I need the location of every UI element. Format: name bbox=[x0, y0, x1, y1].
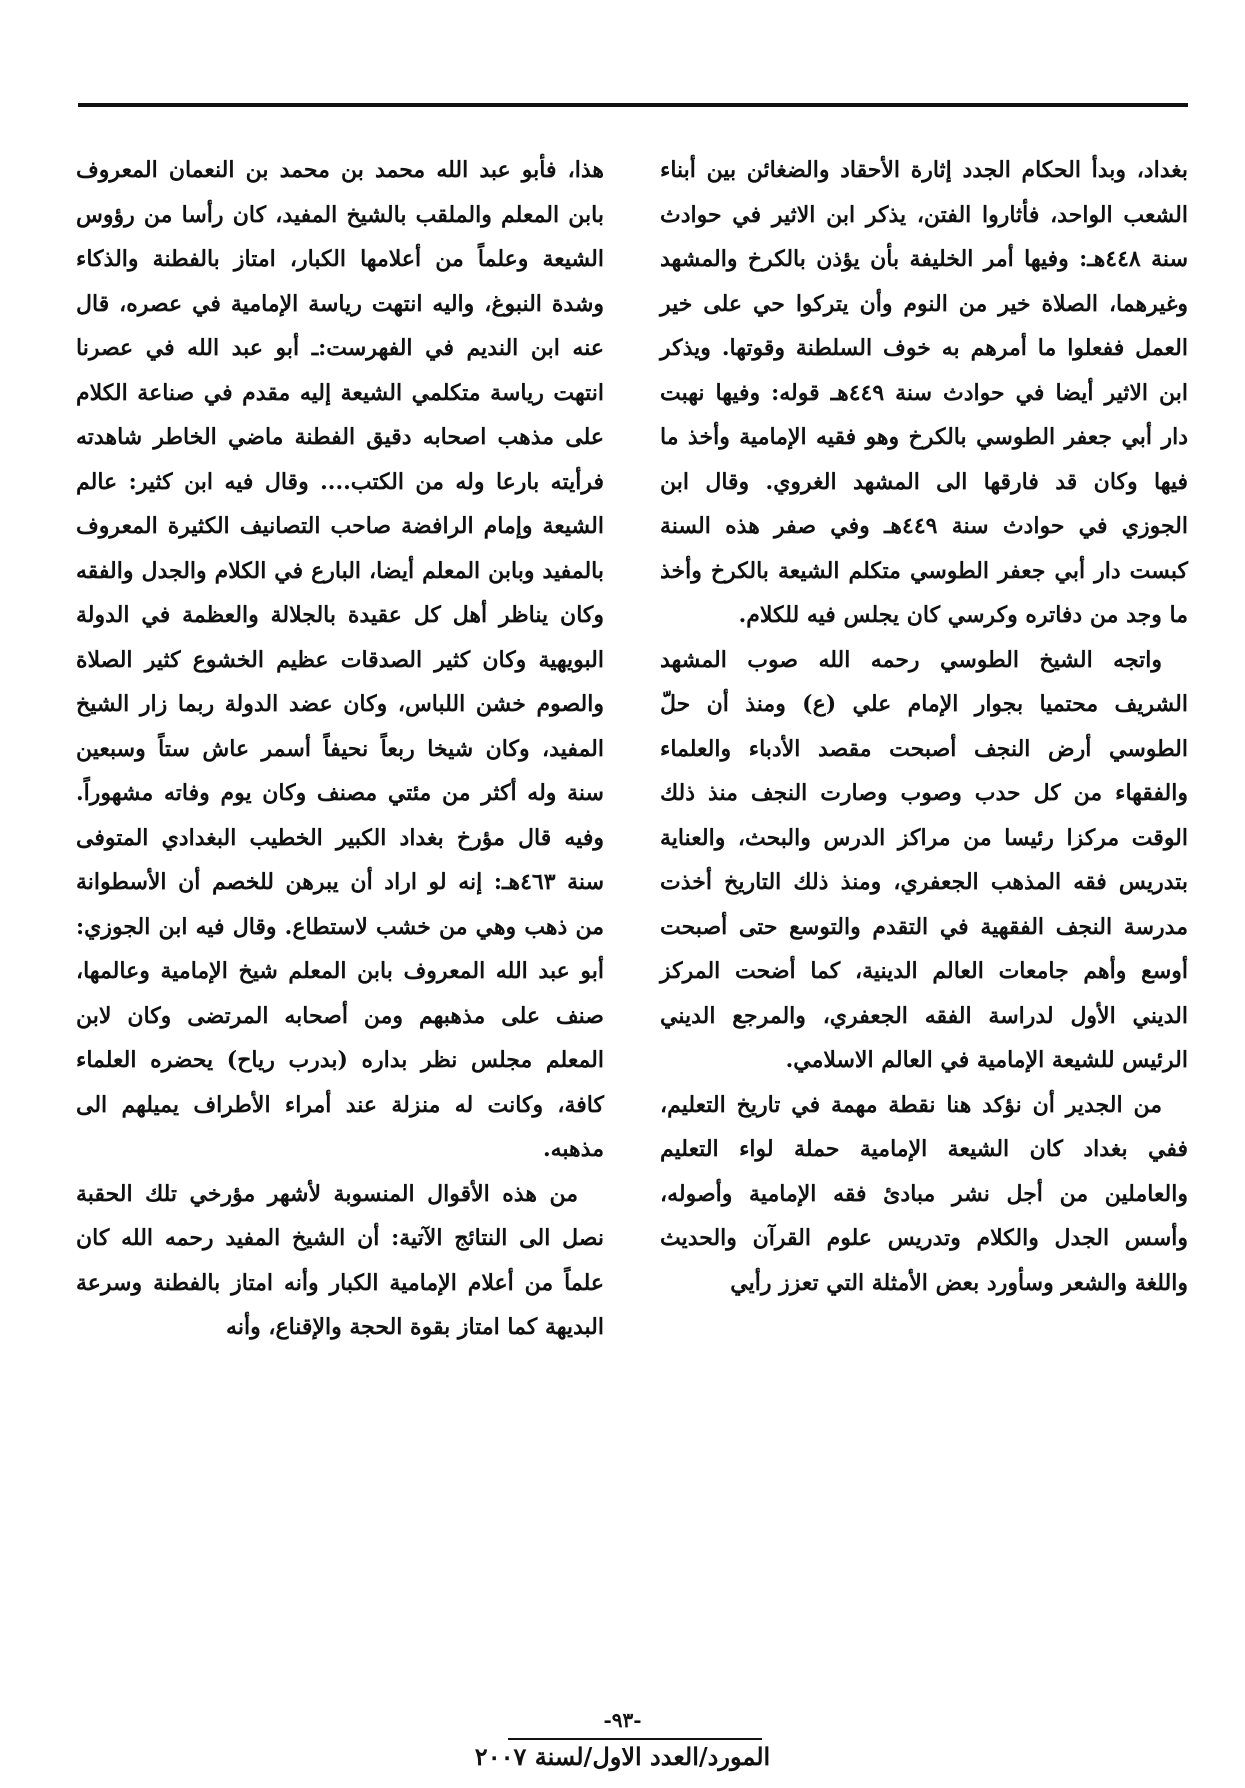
header-rule bbox=[78, 103, 1188, 107]
paragraph: هذا، فأبو عبد الله محمد بن محمد بن النعمان المعروف بابن المعلم والملقب بالشيخ المفيد، كان رأسا من رؤوس الشيعة وعلماً من أعلامها الكبار، امتاز بالفطنة والذكاء وشدة النبوغ، واليه انتهت رياسة الإمامية في عصره، قال عنه ابن النديم في الفهرست:ـ أبو عبد الله في عصرنا انتهت رياسة متكلمي الشيعة إليه مقدم في صناعة الكلام على مذهب اصحابه دقيق الفطنة ماضي الخاطر شاهدته فرأيته بارعا وله من الكتب.... وقال فيه ابن كثير: عالم الشيعة وإمام الرافضة صاحب التصانيف الكثيرة المعروف بالمفيد وبابن المعلم أيضا، البارع في الكلام والجدل والفقه وكان يناظر أهل كل عقيدة بالجلالة والعظمة في الدولة البويهية وكان كثير الصدقات عظيم الخشوع كثير الصلاة والصوم خشن اللباس، وكان عضد الدولة ربما زار الشيخ المفيد، وكان شيخا ربعاً نحيفاً أسمر عاش ستاً وسبعين سنة وله أكثر من مئتي مصنف وكان يوم وفاته مشهوراً. وفيه قال مؤرخ بغداد الكبير الخطيب البغدادي المتوفى سنة ٤٦٣هـ: إنه لو اراد أن يبرهن للخصم أن الأسطوانة من ذهب وهي من خشب لاستطاع. وقال فيه ابن الجوزي: أبو عبد الله المعروف بابن المعلم شيخ الإمامية وعالمها، صنف على مذهبهم ومن أصحابه المرتضى وكان لابن المعلم مجلس نظر بداره (بدرب رياح) يحضره العلماء كافة، وكانت له منزلة عند أمراء الأطراف يميلهم الى مذهبه. bbox=[76, 157, 604, 1162]
footer-rule bbox=[508, 1738, 762, 1740]
text-column-right bbox=[660, 148, 1188, 1305]
page-number: -٩٣- bbox=[603, 1708, 642, 1732]
text-column-left bbox=[76, 148, 604, 1350]
paragraph: من الجدير أن نؤكد هنا نقطة مهمة في تاريخ التعليم، ففي بغداد كان الشيعة الإمامية حملة لواء التعليم والعاملين من أجل نشر مبادئ فقه الإمامية وأصوله، وأسس الجدل والكلام وتدريس علوم القرآن والحديث واللغة والشعر وسأورد بعض الأمثلة التي تعزز رأيي bbox=[660, 1091, 1188, 1296]
journal-reference: المورد/العدد الاول/لسنة ٢٠٠٧ bbox=[474, 1742, 771, 1771]
paragraph: بغداد، وبدأ الحكام الجدد إثارة الأحقاد والضغائن بين أبناء الشعب الواحد، فأثاروا الفتن، يذكر ابن الاثير في حوادث سنة ٤٤٨هـ: وفيها أمر الخليفة بأن يؤذن بالكرخ والمشهد وغيرهما، الصلاة خير من النوم وأن يتركوا حي على خير العمل ففعلوا ما أمرهم به خوف السلطنة وقوتها. ويذكر ابن الاثير أيضا في حوادث سنة ٤٤٩هـ قوله: وفيها نهبت دار أبي جعفر الطوسي بالكرخ وهو فقيه الإمامية وأخذ ما فيها وكان قد فارقها الى المشهد الغروي. وقال ابن الجوزي في حوادث سنة ٤٤٩هـ وفي صفر هذه السنة كبست دار أبي جعفر الطوسي متكلم الشيعة بالكرخ وأخذ ما وجد من دفاتره وكرسي كان يجلس فيه للكلام. bbox=[660, 157, 1189, 628]
paragraph: من هذه الأقوال المنسوبة لأشهر مؤرخي تلك الحقبة نصل الى النتائج الآتية: أن الشيخ المفيد رحمه الله كان علماً من أعلام الإمامية الكبار وأنه امتاز بالفطنة وسرعة البديهة كما امتاز بقوة الحجة والإقناع، وأنه bbox=[76, 1180, 604, 1340]
paragraph: واتجه الشيخ الطوسي رحمه الله صوب المشهد الشريف محتميا بجوار الإمام علي (ع) ومنذ أن حلّ الطوسي أرض النجف أصبحت مقصد الأدباء والعلماء والفقهاء من كل حدب وصوب وصارت النجف منذ ذلك الوقت مركزا رئيسا من مراكز الدرس والبحث، والعناية بتدريس فقه المذهب الجعفري، ومنذ ذلك التاريخ أخذت مدرسة النجف الفقهية في التقدم والتوسع حتى أصبحت أوسع وأهم جامعات العالم الدينية، كما أضحت المركز الديني الأول لدراسة الفقه الجعفري، والمرجع الديني الرئيس للشيعة الإمامية في العالم الاسلامي. bbox=[660, 646, 1188, 1073]
